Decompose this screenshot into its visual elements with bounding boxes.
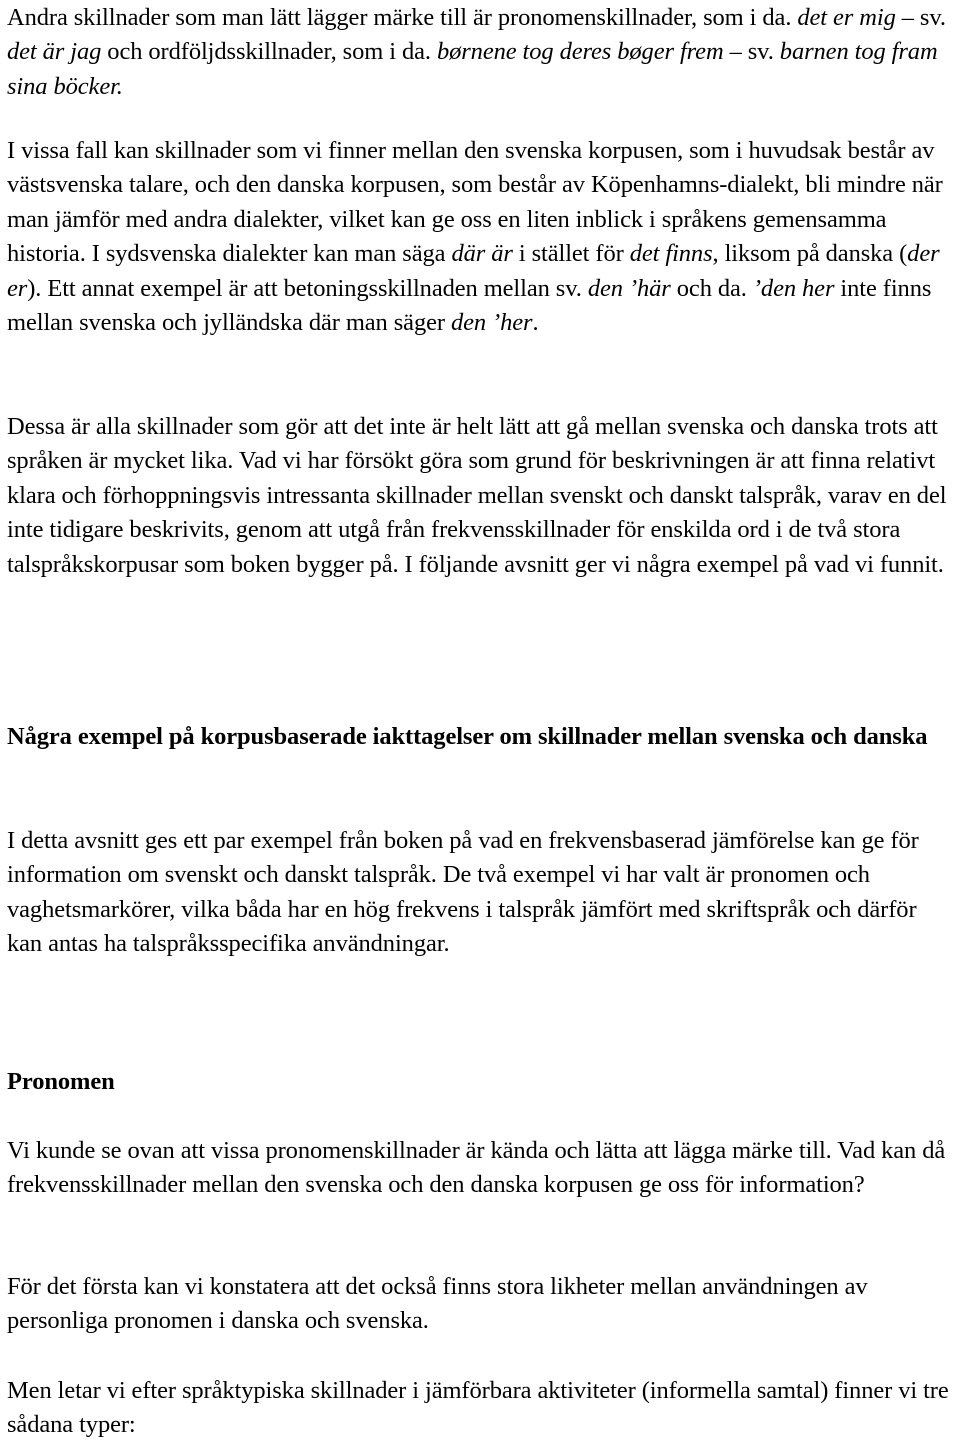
danish-example: det er mig <box>797 4 896 31</box>
paragraph-pronoun-question: Vi kunde se ovan att vissa pronomenskillnader är kända och lätta att lägga märke till. Vad kan då frekvensskillnader mellan den svenska och den danska korpusen ge oss för information? <box>7 1137 946 1199</box>
paragraph-section-intro: I detta avsnitt ges ett par exempel från boken på vad en frekvensbaserad jämförelse kan ge för information om svenskt och danskt talspråk. De två exempel vi har valt är pronomen och vaghetsmarkörer, vilka båda har en hög frekvens i talspråk jämfört med skriftspråk och därför kan antas ha talspråksspecifika användningar. <box>7 827 919 958</box>
text-segment: Andra skillnader som man lätt lägger märke till är pronomenskillnader, som i da. <box>7 4 798 31</box>
paragraph-method-summary: Dessa är alla skillnader som gör att det inte är helt lätt att gå mellan svenska och danska trots att språken är mycket lika. Vad vi har försökt göra som grund för beskrivningen är att finna relativt klara och förhoppningsvis intressanta skillnader mellan svenskt och danskt talspråk, varav en del inte tidigare beskrivits, genom att utgå från frekvensskillnader för enskilda ord i de två stora talspråkskorpusar som boken bygger på. I följande avsnitt ger vi några exempel på vad vi funnit. <box>7 413 947 578</box>
paragraph-difference-types: Men letar vi efter språktypiska skillnader i jämförbara aktiviteter (informella samtal) finner vi tre sådana typer: <box>7 1377 949 1439</box>
text-segment: ). Ett annat exempel är att betoningsskillnaden mellan sv. <box>27 274 588 302</box>
section-heading-pronomen: Pronomen <box>7 1068 115 1095</box>
text-segment: i stället för <box>512 240 630 268</box>
swedish-example: barnen tog fram sina böcker. <box>7 38 938 100</box>
example-phrase: den ’her <box>450 309 533 337</box>
text-segment: , liksom på danska ( <box>712 240 908 268</box>
paragraph-dialect-comparison <box>7 134 957 340</box>
danish-example: børnene tog deres bøger frem <box>436 38 724 66</box>
paragraph-similarities: För det första kan vi konstatera att det också finns stora likheter mellan användningen av personliga pronomen i danska och svenska. <box>7 1273 868 1335</box>
example-phrase: den ’här <box>587 274 671 302</box>
text-segment: I vissa fall kan skillnader som vi finner mellan den svenska korpusen, som i huvudsak består av västsvenska talare, och den danska korpusen, som består av Köpenhamns-dialekt, bli mindre när man jämför med andra dialekter, vilket kan ge oss en liten inblick i språkens gemensamma historia. I sydsvenska dialekter kan man säga <box>7 137 943 268</box>
paragraph-pronoun-word-order-differences <box>7 1 957 104</box>
example-phrase: det finns <box>629 240 713 268</box>
example-phrase: där är <box>451 240 513 268</box>
text-segment: och ordföljdsskillnader, som i da. <box>101 38 437 66</box>
swedish-example: det är jag <box>7 38 102 66</box>
section-heading-examples: Några exempel på korpusbaserade iakttagelser om skillnader mellan svenska och danska <box>7 723 928 750</box>
text-segment: . <box>532 309 539 337</box>
text-segment: och da. <box>670 274 753 302</box>
text-segment: – sv. <box>895 4 946 31</box>
example-phrase: der er <box>7 240 940 302</box>
example-phrase: ’den her <box>752 274 835 302</box>
text-segment: – sv. <box>723 38 780 66</box>
text-segment: inte finns mellan svenska och jylländska där man säger <box>7 274 932 337</box>
